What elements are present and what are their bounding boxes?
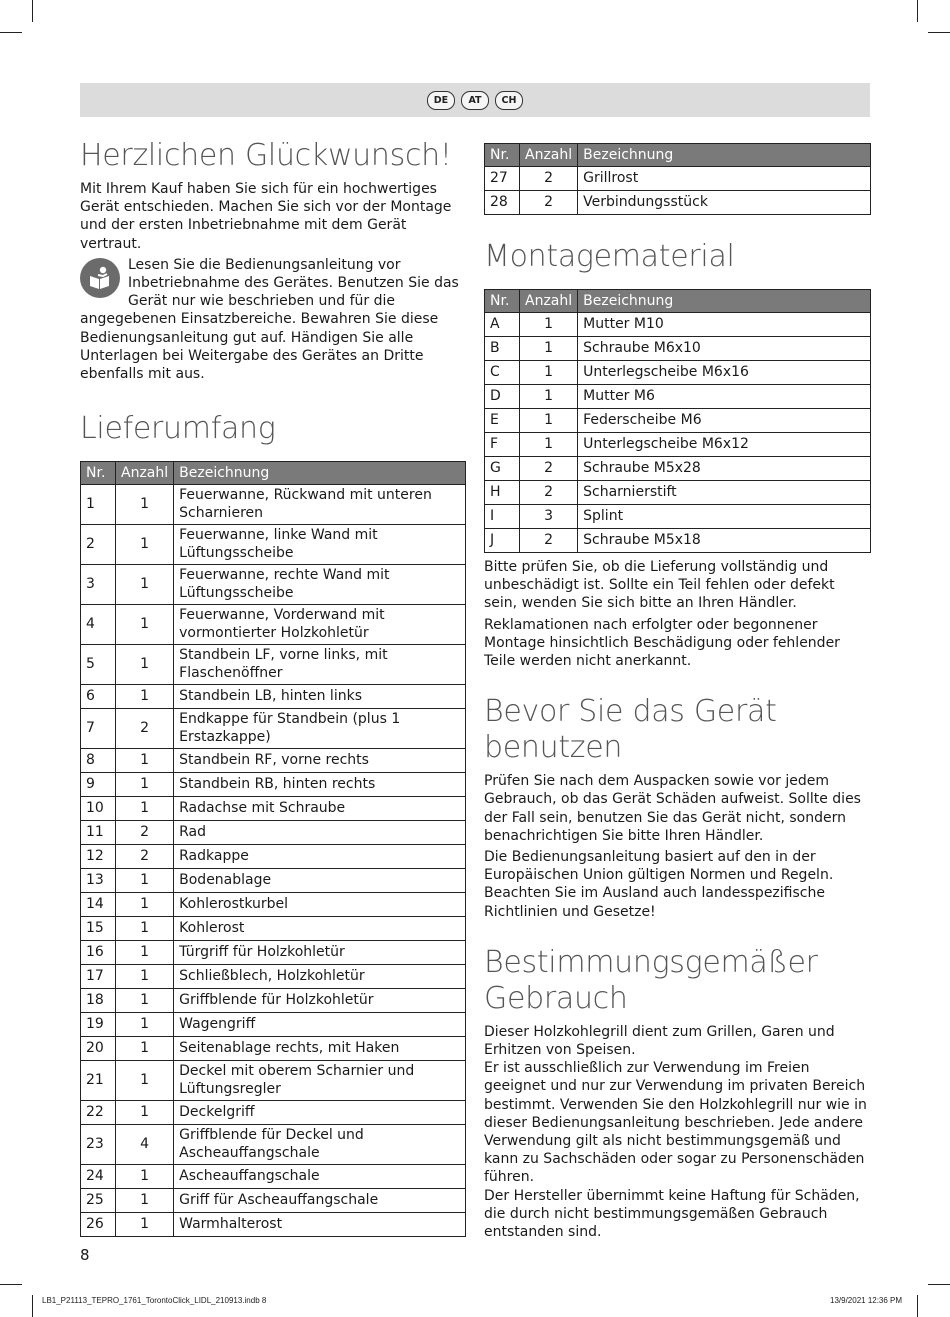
cell-nr: 7 <box>81 709 116 749</box>
cell-anzahl: 2 <box>116 709 174 749</box>
cell-bezeichnung: Ascheauffangschale <box>174 1165 466 1189</box>
table-row <box>81 485 466 525</box>
table-row <box>485 385 871 409</box>
cell-anzahl: 4 <box>116 1125 174 1165</box>
table-row <box>485 191 871 215</box>
cell-anzahl: 1 <box>116 605 174 645</box>
crop-mark <box>32 0 33 22</box>
cell-nr: 10 <box>81 797 116 821</box>
table-row <box>81 893 466 917</box>
cell-nr: D <box>485 385 520 409</box>
cell-bezeichnung: Standbein RF, vorne rechts <box>174 749 466 773</box>
cell-anzahl: 1 <box>116 1101 174 1125</box>
cell-nr: 8 <box>81 749 116 773</box>
cell-bezeichnung: Feuerwanne, Rückwand mit unteren Scharnieren <box>174 485 466 525</box>
cell-bezeichnung: Kohlerost <box>174 917 466 941</box>
page-number: 8 <box>80 1246 90 1264</box>
cell-nr: 23 <box>81 1125 116 1165</box>
crop-mark <box>917 1295 918 1317</box>
table-row <box>485 313 871 337</box>
cell-bezeichnung: Federscheibe M6 <box>578 409 871 433</box>
table-row <box>81 941 466 965</box>
cell-nr: A <box>485 313 520 337</box>
crop-mark <box>0 32 22 33</box>
table-row <box>81 965 466 989</box>
cell-nr: 25 <box>81 1189 116 1213</box>
montagematerial-para1: Bitte prüfen Sie, ob die Lieferung vollständig und unbeschädigt ist. Sollte ein Teil fehlen oder defekt sein, wenden Sie sich bitte an Ihren Händler. <box>484 559 835 612</box>
cell-nr: 21 <box>81 1061 116 1101</box>
table-row <box>485 433 871 457</box>
col-header-nr: Nr. <box>485 290 520 313</box>
table-row <box>485 505 871 529</box>
col-header-bezeichnung: Bezeichnung <box>578 144 871 167</box>
cell-anzahl: 2 <box>520 167 578 191</box>
montagematerial-table <box>484 289 871 553</box>
bevor-title: Bevor Sie das Gerät benutzen <box>484 694 777 766</box>
cell-nr: B <box>485 337 520 361</box>
cell-bezeichnung: Bodenablage <box>174 869 466 893</box>
cell-anzahl: 2 <box>520 529 578 553</box>
bestimmung-title-line1: Bestimmungsgemäßer <box>484 944 818 980</box>
cell-nr: 14 <box>81 893 116 917</box>
lang-badge-ch: CH <box>495 91 523 110</box>
cell-anzahl: 1 <box>116 965 174 989</box>
cell-nr: 28 <box>485 191 520 215</box>
cell-nr: G <box>485 457 520 481</box>
cell-bezeichnung: Standbein LB, hinten links <box>174 685 466 709</box>
cell-anzahl: 2 <box>520 191 578 215</box>
table-row <box>81 1101 466 1125</box>
bevor-para2: Die Bedienungsanleitung basiert auf den in der Europäischen Union gültigen Normen und Regeln. Beachten Sie im Ausland auch landesspezifische Richtlinien und Gesetze! <box>484 849 834 920</box>
cell-anzahl: 1 <box>116 797 174 821</box>
table-row <box>485 409 871 433</box>
table-row <box>81 989 466 1013</box>
cell-anzahl: 2 <box>520 481 578 505</box>
bevor-para1: Prüfen Sie nach dem Auspacken sowie vor jedem Gebrauch, ob das Gerät Schäden aufweist. Sollte dies der Fall sein, benutzen Sie das Gerät nicht, sondern benachrichtigen Sie bitte Ihren Händler. <box>484 773 861 844</box>
intro-note-text: Lesen Sie die Bedienungsanleitung vor Inbetriebnahme des Gerätes. Benutzen Sie das Gerät nur wie beschrieben und für die angegebenen Einsatzbereiche. Bewahren Sie diese Bedienungsanleitung gut auf. Händigen Sie alle Unterlagen bei Weitergabe des Gerätes an Dritte ebenfalls mit aus. <box>80 256 459 383</box>
cell-anzahl: 1 <box>116 917 174 941</box>
montagematerial-title: Montagematerial <box>484 239 735 274</box>
cell-nr: 12 <box>81 845 116 869</box>
crop-mark <box>917 0 918 22</box>
bestimmung-para3: Der Hersteller übernimmt keine Haftung für Schäden, die durch nicht bestimmungsgemäßen Gebrauch entstanden sind. <box>484 1187 860 1241</box>
cell-nr: 2 <box>81 525 116 565</box>
cell-bezeichnung: Griff für Ascheauffangschale <box>174 1189 466 1213</box>
cell-nr: 20 <box>81 1037 116 1061</box>
table-row <box>81 749 466 773</box>
cell-anzahl: 1 <box>520 385 578 409</box>
table-row <box>81 869 466 893</box>
table-row <box>81 605 466 645</box>
cell-bezeichnung: Schraube M6x10 <box>578 337 871 361</box>
cell-bezeichnung: Kohlerostkurbel <box>174 893 466 917</box>
cell-anzahl: 1 <box>116 645 174 685</box>
col-header-anzahl: Anzahl <box>116 462 174 485</box>
crop-mark <box>32 1295 33 1317</box>
table-row <box>81 797 466 821</box>
cell-bezeichnung: Radachse mit Schraube <box>174 797 466 821</box>
table-row <box>485 481 871 505</box>
cell-bezeichnung: Feuerwanne, linke Wand mit Lüftungsscheibe <box>174 525 466 565</box>
cell-anzahl: 1 <box>116 1189 174 1213</box>
cell-bezeichnung: Verbindungsstück <box>578 191 871 215</box>
cell-nr: 11 <box>81 821 116 845</box>
cell-bezeichnung: Schließblech, Holzkohletür <box>174 965 466 989</box>
cell-nr: 16 <box>81 941 116 965</box>
cell-nr: 9 <box>81 773 116 797</box>
cell-nr: I <box>485 505 520 529</box>
table-row <box>81 1125 466 1165</box>
cell-bezeichnung: Standbein LF, vorne links, mit Flaschenöffner <box>174 645 466 685</box>
table-row <box>81 1213 466 1237</box>
cell-anzahl: 1 <box>116 749 174 773</box>
lieferumfang-table <box>80 461 466 1237</box>
cell-anzahl: 1 <box>116 1213 174 1237</box>
cell-bezeichnung: Grillrost <box>578 167 871 191</box>
cell-bezeichnung: Griffblende für Holzkohletür <box>174 989 466 1013</box>
cell-bezeichnung: Schraube M5x28 <box>578 457 871 481</box>
bestimmung-para2: Er ist ausschließlich zur Verwendung im Freien geeignet und nur zur Verwendung im privaten Bereich bestimmt. Verwenden Sie den Holzkohlegrill nur wie in dieser Bedienungsanleitung beschrieben. Jede andere Verwendung gilt als nicht bestimmungsgemäß und kann zu Sachschäden oder sogar zu Personenschäden führen. <box>484 1060 867 1186</box>
table-row <box>81 1189 466 1213</box>
cell-nr: 1 <box>81 485 116 525</box>
table-row <box>485 167 871 191</box>
cell-nr: H <box>485 481 520 505</box>
cell-anzahl: 1 <box>520 313 578 337</box>
cell-nr: 13 <box>81 869 116 893</box>
cell-anzahl: 1 <box>116 869 174 893</box>
col-header-anzahl: Anzahl <box>520 144 578 167</box>
cell-bezeichnung: Seitenablage rechts, mit Haken <box>174 1037 466 1061</box>
table-row <box>81 525 466 565</box>
table-row <box>81 565 466 605</box>
intro-title: Herzlichen Glückwunsch! <box>80 138 452 173</box>
crop-mark <box>928 32 950 33</box>
cell-nr: C <box>485 361 520 385</box>
table-row <box>485 457 871 481</box>
col-header-bezeichnung: Bezeichnung <box>174 462 466 485</box>
cell-anzahl: 2 <box>520 457 578 481</box>
bestimmung-para1: Dieser Holzkohlegrill dient zum Grillen, Garen und Erhitzen von Speisen. <box>484 1023 835 1059</box>
cell-bezeichnung: Endkappe für Standbein (plus 1 Erstazkappe) <box>174 709 466 749</box>
table-row <box>81 709 466 749</box>
table-row <box>81 685 466 709</box>
lieferumfang-title: Lieferumfang <box>80 411 276 447</box>
cell-anzahl: 1 <box>116 1061 174 1101</box>
cell-nr: 17 <box>81 965 116 989</box>
col-header-bezeichnung: Bezeichnung <box>578 290 871 313</box>
right-column <box>484 143 871 1241</box>
lang-badge-de: DE <box>427 91 455 110</box>
cell-anzahl: 1 <box>520 409 578 433</box>
cell-anzahl: 1 <box>116 1165 174 1189</box>
cell-nr: 26 <box>81 1213 116 1237</box>
footer-file: LB1_P21113_TEPRO_1761_TorontoClick_LIDL_210913.indb 8 <box>42 1296 267 1305</box>
cell-bezeichnung: Unterlegscheibe M6x12 <box>578 433 871 457</box>
table-header-row <box>485 144 871 167</box>
cell-nr: 18 <box>81 989 116 1013</box>
bestimmung-title <box>484 945 871 1017</box>
cell-anzahl: 1 <box>116 1037 174 1061</box>
cell-anzahl: 1 <box>116 989 174 1013</box>
montagematerial-para2: Reklamationen nach erfolgter oder begonnener Montage hinsichtlich Beschädigung oder fehlender Teile werden nicht anerkannt. <box>484 616 840 670</box>
cell-bezeichnung: Mutter M10 <box>578 313 871 337</box>
cell-anzahl: 1 <box>116 893 174 917</box>
cell-nr: 24 <box>81 1165 116 1189</box>
read-manual-icon <box>80 258 120 298</box>
lieferumfang-continuation-table <box>484 143 871 215</box>
footer-timestamp: 13/9/2021 12:36 PM <box>830 1296 903 1305</box>
table-row <box>81 645 466 685</box>
cell-nr: J <box>485 529 520 553</box>
bestimmung-title-line2: Gebrauch <box>484 980 628 1016</box>
col-header-anzahl: Anzahl <box>520 290 578 313</box>
cell-anzahl: 2 <box>116 821 174 845</box>
table-row <box>81 1037 466 1061</box>
table-row <box>485 337 871 361</box>
cell-anzahl: 1 <box>116 565 174 605</box>
cell-nr: F <box>485 433 520 457</box>
col-header-nr: Nr. <box>81 462 116 485</box>
crop-mark <box>0 1284 22 1285</box>
cell-bezeichnung: Türgriff für Holzkohletür <box>174 941 466 965</box>
table-row <box>81 845 466 869</box>
table-header-row <box>485 290 871 313</box>
cell-bezeichnung: Feuerwanne, Vorderwand mit vormontierter Holzkohletür <box>174 605 466 645</box>
table-header-row <box>81 462 466 485</box>
cell-bezeichnung: Deckelgriff <box>174 1101 466 1125</box>
intro-paragraph: Mit Ihrem Kauf haben Sie sich für ein hochwertiges Gerät entschieden. Machen Sie sich vor der Montage und der ersten Inbetriebnahme mit dem Gerät vertraut. <box>80 181 452 252</box>
left-column <box>80 138 466 1237</box>
cell-anzahl: 1 <box>116 941 174 965</box>
cell-bezeichnung: Rad <box>174 821 466 845</box>
lang-badge-at: AT <box>461 91 489 110</box>
cell-bezeichnung: Scharnierstift <box>578 481 871 505</box>
cell-anzahl: 2 <box>116 845 174 869</box>
cell-bezeichnung: Deckel mit oberem Scharnier und Lüftungsregler <box>174 1061 466 1101</box>
cell-nr: 6 <box>81 685 116 709</box>
cell-bezeichnung: Griffblende für Deckel und Ascheauffangschale <box>174 1125 466 1165</box>
table-row <box>485 361 871 385</box>
table-row <box>81 1165 466 1189</box>
cell-anzahl: 1 <box>116 485 174 525</box>
crop-mark <box>928 1284 950 1285</box>
table-row <box>81 821 466 845</box>
cell-bezeichnung: Standbein RB, hinten rechts <box>174 773 466 797</box>
cell-anzahl: 1 <box>520 361 578 385</box>
cell-anzahl: 1 <box>520 433 578 457</box>
table-row <box>485 529 871 553</box>
cell-anzahl: 1 <box>116 1013 174 1037</box>
cell-nr: 19 <box>81 1013 116 1037</box>
cell-bezeichnung: Feuerwanne, rechte Wand mit Lüftungsscheibe <box>174 565 466 605</box>
cell-anzahl: 3 <box>520 505 578 529</box>
cell-nr: 3 <box>81 565 116 605</box>
cell-bezeichnung: Wagengriff <box>174 1013 466 1037</box>
table-row <box>81 773 466 797</box>
col-header-nr: Nr. <box>485 144 520 167</box>
cell-nr: 22 <box>81 1101 116 1125</box>
intro-note <box>80 256 466 383</box>
cell-bezeichnung: Schraube M5x18 <box>578 529 871 553</box>
cell-bezeichnung: Unterlegscheibe M6x16 <box>578 361 871 385</box>
cell-anzahl: 1 <box>116 685 174 709</box>
cell-bezeichnung: Mutter M6 <box>578 385 871 409</box>
cell-anzahl: 1 <box>116 525 174 565</box>
cell-nr: 5 <box>81 645 116 685</box>
cell-bezeichnung: Warmhalterost <box>174 1213 466 1237</box>
cell-nr: 15 <box>81 917 116 941</box>
cell-anzahl: 1 <box>520 337 578 361</box>
table-row <box>81 917 466 941</box>
table-row <box>81 1061 466 1101</box>
language-bar <box>80 83 870 117</box>
cell-bezeichnung: Splint <box>578 505 871 529</box>
cell-anzahl: 1 <box>116 773 174 797</box>
cell-bezeichnung: Radkappe <box>174 845 466 869</box>
cell-nr: 27 <box>485 167 520 191</box>
table-row <box>81 1013 466 1037</box>
cell-nr: 4 <box>81 605 116 645</box>
cell-nr: E <box>485 409 520 433</box>
